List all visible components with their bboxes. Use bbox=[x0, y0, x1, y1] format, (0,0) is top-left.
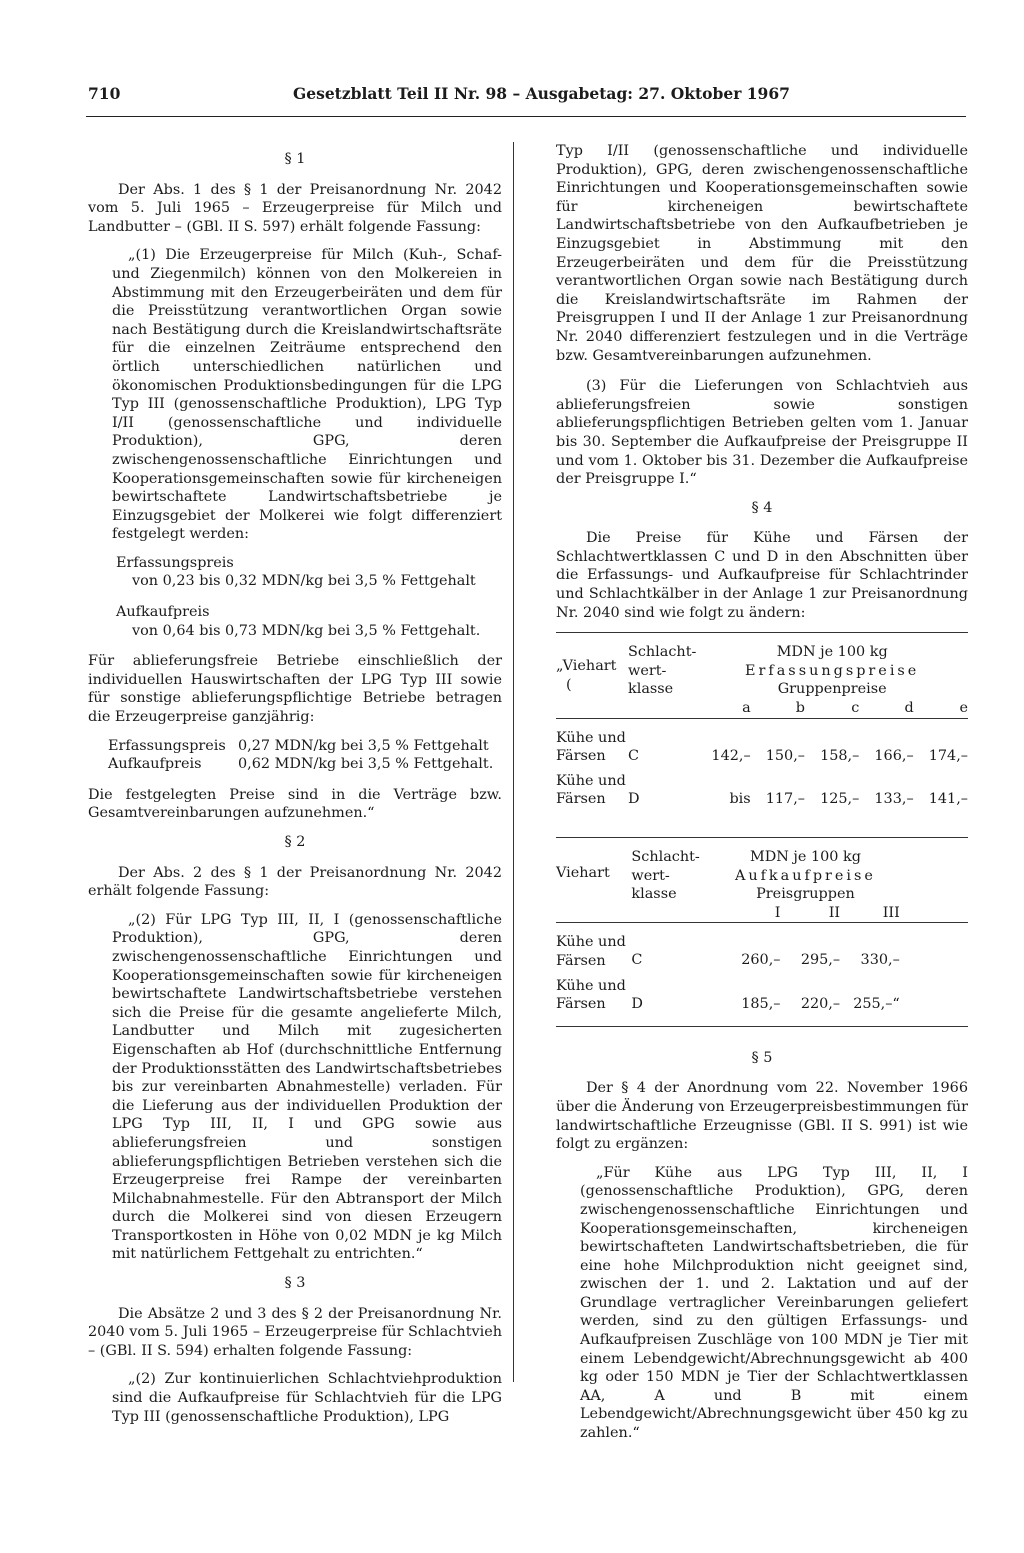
header-mdn: MDN je 100 kg bbox=[749, 849, 861, 865]
running-title: Gesetzblatt Teil II Nr. 98 – Ausgabetag: 27. Oktober 1967 bbox=[293, 84, 790, 103]
table-col-heads bbox=[556, 904, 968, 923]
row-value: 125,– bbox=[820, 790, 860, 807]
table-2-top-rule bbox=[556, 837, 968, 838]
erfassungspreise-table bbox=[556, 643, 968, 809]
right-column bbox=[556, 142, 968, 1453]
header-schlachtwertklasse: Schlacht- wert- klasse bbox=[631, 849, 700, 903]
section-1-free-paragraph: Für ablieferungsfreie Betriebe einschließlich der individuellen Hauswirtschaften der LPG Typ III sowie für sonstige ablieferungspflichtige Betriebe betragen die Erzeugerpreise ganzjährig: bbox=[88, 653, 502, 726]
header-schlachtwertklasse: Schlacht- wert- klasse bbox=[628, 644, 697, 698]
header-erfassungspreise: Erfassungspreise bbox=[745, 662, 920, 679]
row-klasse: C bbox=[628, 747, 640, 764]
header-mdn: MDN je 100 kg bbox=[776, 644, 888, 661]
row-value: 142,– bbox=[711, 747, 751, 764]
section-1-quote: „(1) Die Erzeugerpreise für Milch (Kuh-, Schaf- und Ziegenmilch) können von den Molkereien in Abstimmung mit den Erzeugerbeiräten und dem für die Preisstützung verantwortlichen Organ sowie nach Bestätigung durch die Kreislandwirtschaftsräte für die einzelnen Zeiträume entsprechend den örtlich unterschiedlichen natürlichen und ökonomischen Produktionsbedingungen für die LPG Typ III (genossenschaftliche Produktion), LPG Typ I/II (genossenschaftliche und individuelle Produktion), GPG, deren zwischengenossenschaftliche Einrichtungen und Kooperationsgemeinschaften sowie für kircheneigen bewirtschaftete Landwirtschaftsbetriebe je Einzugsgebiet der Molkerei wie folgt differenziert festgelegt werden: bbox=[112, 247, 502, 543]
aufkaufpreise-table bbox=[556, 848, 968, 1014]
header-preisgruppen: Preisgruppen bbox=[756, 886, 855, 903]
col-head: b bbox=[795, 700, 805, 717]
row-value: 295,– bbox=[800, 952, 841, 969]
table-row bbox=[556, 766, 968, 809]
column-divider bbox=[513, 142, 514, 1382]
fixed-price-value: 0,62 MDN/kg bei 3,5 % Fettgehalt. bbox=[238, 756, 494, 773]
row-value: 166,– bbox=[874, 747, 914, 764]
header-viehart: Viehart bbox=[556, 865, 610, 881]
section-2-heading: § 2 bbox=[284, 834, 306, 850]
section-4-heading: § 4 bbox=[751, 499, 773, 516]
section-2-quote: „(2) Für LPG Typ III, II, I (genossenschaftliche Produktion), GPG, deren zwischengenossenschaftliche Einrichtungen und Kooperationsgemeinschaften sowie für kircheneigen bewirtschaftete Landwirtschaftsbetriebe verstehen sich die Preise für die gesamte angelieferte Milch, Landbutter und Milch mit zugesicherten Eigenschaften ab Hof (durchschnittliche Entfernung der Produktionsstätten des Landwirtschaftsbetriebes bis zur vereinbarten Abnahmestelle) verladen. Für die Lieferung aus der individuellen Produktion der LPG Typ III, II, I und GPG sowie aus ablieferungsfreien und sonstigen ablieferungspflichtigen Betrieben verstehen sich die Erzeugerpreise frei Rampe der vereinbarten Milchabnahmestelle. Für den Abtransport der Milch durch die Molkerei sind von diesen Erzeugern Transportkosten in Höhe von 0,02 MDN je kg Milch mit natürlichem Fettgehalt zu entrichten.“ bbox=[112, 911, 502, 1263]
row-viehart: Kühe und Färsen bbox=[556, 729, 626, 765]
row-value: 330,– bbox=[860, 952, 900, 969]
table-header-row bbox=[556, 848, 968, 904]
row-klasse: D bbox=[631, 995, 643, 1012]
section-3-intro: Die Absätze 2 und 3 des § 2 der Preisanordnung Nr. 2040 vom 5. Juli 1965 – Erzeugerpreise für Schlachtvieh – (GBl. II S. 594) erhalten folgende Fassung: bbox=[88, 1305, 502, 1359]
page-number: 710 bbox=[88, 84, 121, 103]
section-2-intro: Der Abs. 2 des § 1 der Preisanordnung Nr. 2042 erhält folgende Fassung: bbox=[88, 864, 502, 900]
row-value: 174,– bbox=[928, 747, 968, 764]
row-value: bis bbox=[729, 790, 751, 807]
section-1-close: Die festgelegten Preise sind in die Verträge bzw. Gesamtvereinbarungen aufzunehmen.“ bbox=[88, 786, 502, 822]
header-mdn-group bbox=[711, 848, 900, 904]
col-head: III bbox=[882, 904, 900, 921]
row-value: 220,– bbox=[800, 995, 841, 1012]
col-head: d bbox=[904, 700, 914, 717]
row-klasse: D bbox=[628, 790, 640, 807]
section-3-quote: „(2) Zur kontinuierlichen Schlachtviehproduktion sind die Aufkaufpreise für Schlachtvieh für die LPG Typ III (genossenschaftliche Produktion), LPG bbox=[112, 1371, 502, 1425]
fixed-price-row bbox=[88, 737, 502, 756]
row-value: 255,–“ bbox=[853, 995, 900, 1012]
table-row bbox=[556, 933, 968, 970]
col-head: e bbox=[959, 700, 968, 717]
header-mdn-group bbox=[696, 643, 968, 699]
section-4-intro: Die Preise für Kühe und Färsen der Schlachtwertklassen C und D in den Abschnitten über die Erfassungs- und Aufkaufpreise für Schlachtrinder und Schlachtkälber in der Anlage 1 zur Preisanordnung Nr. 2040 sind wie folgt zu ändern: bbox=[556, 530, 968, 621]
left-column bbox=[88, 142, 502, 1436]
header-viehart: „Viehart ( bbox=[556, 658, 617, 693]
section-5-intro: Der § 4 der Anordnung vom 22. November 1966 über die Änderung von Erzeugerpreisbestimmungen für landwirtschaftliche Erzeugnisse (GBl. II S. 991) ist wie folgt zu ergänzen: bbox=[556, 1080, 968, 1153]
row-value: 141,– bbox=[928, 790, 968, 807]
fixed-price-label: Erfassungspreis bbox=[108, 737, 226, 754]
page-header bbox=[88, 84, 968, 114]
table-col-letters bbox=[556, 699, 968, 718]
fixed-price-row bbox=[88, 755, 502, 774]
row-value: 133,– bbox=[874, 790, 914, 807]
erfassungspreis-value: von 0,23 bis 0,32 MDN/kg bei 3,5 % Fettgehalt bbox=[132, 573, 476, 590]
section-1-heading: § 1 bbox=[284, 151, 306, 167]
table-row bbox=[556, 729, 968, 766]
aufkaufpreis-value: von 0,64 bis 0,73 MDN/kg bei 3,5 % Fettgehalt. bbox=[132, 622, 481, 639]
table-2-bottom-rule bbox=[556, 1026, 968, 1027]
table-1-top-rule bbox=[556, 632, 968, 633]
row-klasse: C bbox=[631, 952, 643, 969]
section-5-quote: „Für Kühe aus LPG Typ III, II, I (genossenschaftliche Produktion), GPG, deren zwischengenossenschaftliche Einrichtungen und Kooperationsgemeinschaften, kircheneigen bewirtschafteten Landwirtschaftsbetrieben, die für eine hohe Milchproduktion nicht geeignet sind, zwischen der 1. und 2. Laktation und auf der Grundlage vertraglicher Vereinbarungen geliefert werden, sind zu den gültigen Erfassungs- und Aufkaufpreisen Zuschläge von 100 MDN je Tier mit einem Lebendgewicht/Abrechnungsgewicht ab 400 kg oder 150 MDN je Tier der Schlachtwertklassen AA, A und B mit einem Lebendgewicht/Abrechnungsgewicht über 450 kg zu zahlen.“ bbox=[580, 1164, 968, 1442]
erfassungspreis-label: Erfassungspreis bbox=[116, 554, 234, 571]
col-head: II bbox=[828, 904, 841, 921]
row-viehart: Kühe und Färsen bbox=[556, 934, 626, 969]
table-header-row bbox=[556, 643, 968, 699]
row-value: 158,– bbox=[820, 747, 860, 764]
row-viehart: Kühe und Färsen bbox=[556, 977, 626, 1013]
col-head: c bbox=[851, 700, 860, 717]
fixed-price-label: Aufkaufpreis bbox=[108, 756, 202, 773]
col-head: I bbox=[774, 904, 781, 921]
table-row bbox=[556, 971, 968, 1014]
row-viehart: Kühe und Färsen bbox=[556, 772, 626, 808]
row-value: 117,– bbox=[765, 790, 805, 807]
header-aufkaufpreise: Aufkaufpreise bbox=[734, 867, 876, 884]
section-5-heading: § 5 bbox=[751, 1049, 773, 1066]
col-head: a bbox=[742, 700, 751, 717]
row-value: 185,– bbox=[741, 995, 781, 1012]
aufkaufpreis-label: Aufkaufpreis bbox=[116, 604, 210, 621]
row-value: 150,– bbox=[765, 747, 805, 764]
section-1-intro: Der Abs. 1 des § 1 der Preisanordnung Nr. 2042 vom 5. Juli 1965 – Erzeugerpreise für Milch und Landbutter – (GBl. II S. 597) erhält folgende Fassung: bbox=[88, 181, 502, 235]
section-3-heading: § 3 bbox=[284, 1275, 306, 1292]
header-gruppenpreise: Gruppenpreise bbox=[777, 681, 887, 698]
section-3-paragraph-3: (3) Für die Lieferungen von Schlachtvieh aus ablieferungsfreien sowie sonstigen ablieferungspflichtigen Betrieben gelten vom 1. Januar bis 30. September die Aufkaufpreise der Preisgruppe II und vom 1. Oktober bis 31. Dezember die Aufkaufpreise der Preisgruppe I.“ bbox=[556, 378, 968, 488]
header-rule bbox=[86, 116, 966, 117]
row-value: 260,– bbox=[741, 952, 781, 969]
fixed-price-value: 0,27 MDN/kg bei 3,5 % Fettgehalt bbox=[238, 737, 489, 754]
section-3-continuation: Typ I/II (genossenschaftliche und individuelle Produktion), GPG, deren zwischengenossenschaftliche Einrichtungen und Kooperationsgemeinschaften sowie für kircheneigen bewirtschaftete Landwirtschaftsbetriebe von den Aufkaufbetrieben je Einzugsgebiet in Abstimmung mit den Erzeugerbeiräten und dem für die Preisstützung verantwortlichen Organ sowie nach Bestätigung durch die Kreislandwirtschaftsräte im Rahmen der Preisgruppen I und II der Anlage 1 zur Preisanordnung Nr. 2040 differenziert festzulegen und in die Verträge bzw. Gesamtvereinbarungen aufzunehmen. bbox=[556, 143, 968, 364]
